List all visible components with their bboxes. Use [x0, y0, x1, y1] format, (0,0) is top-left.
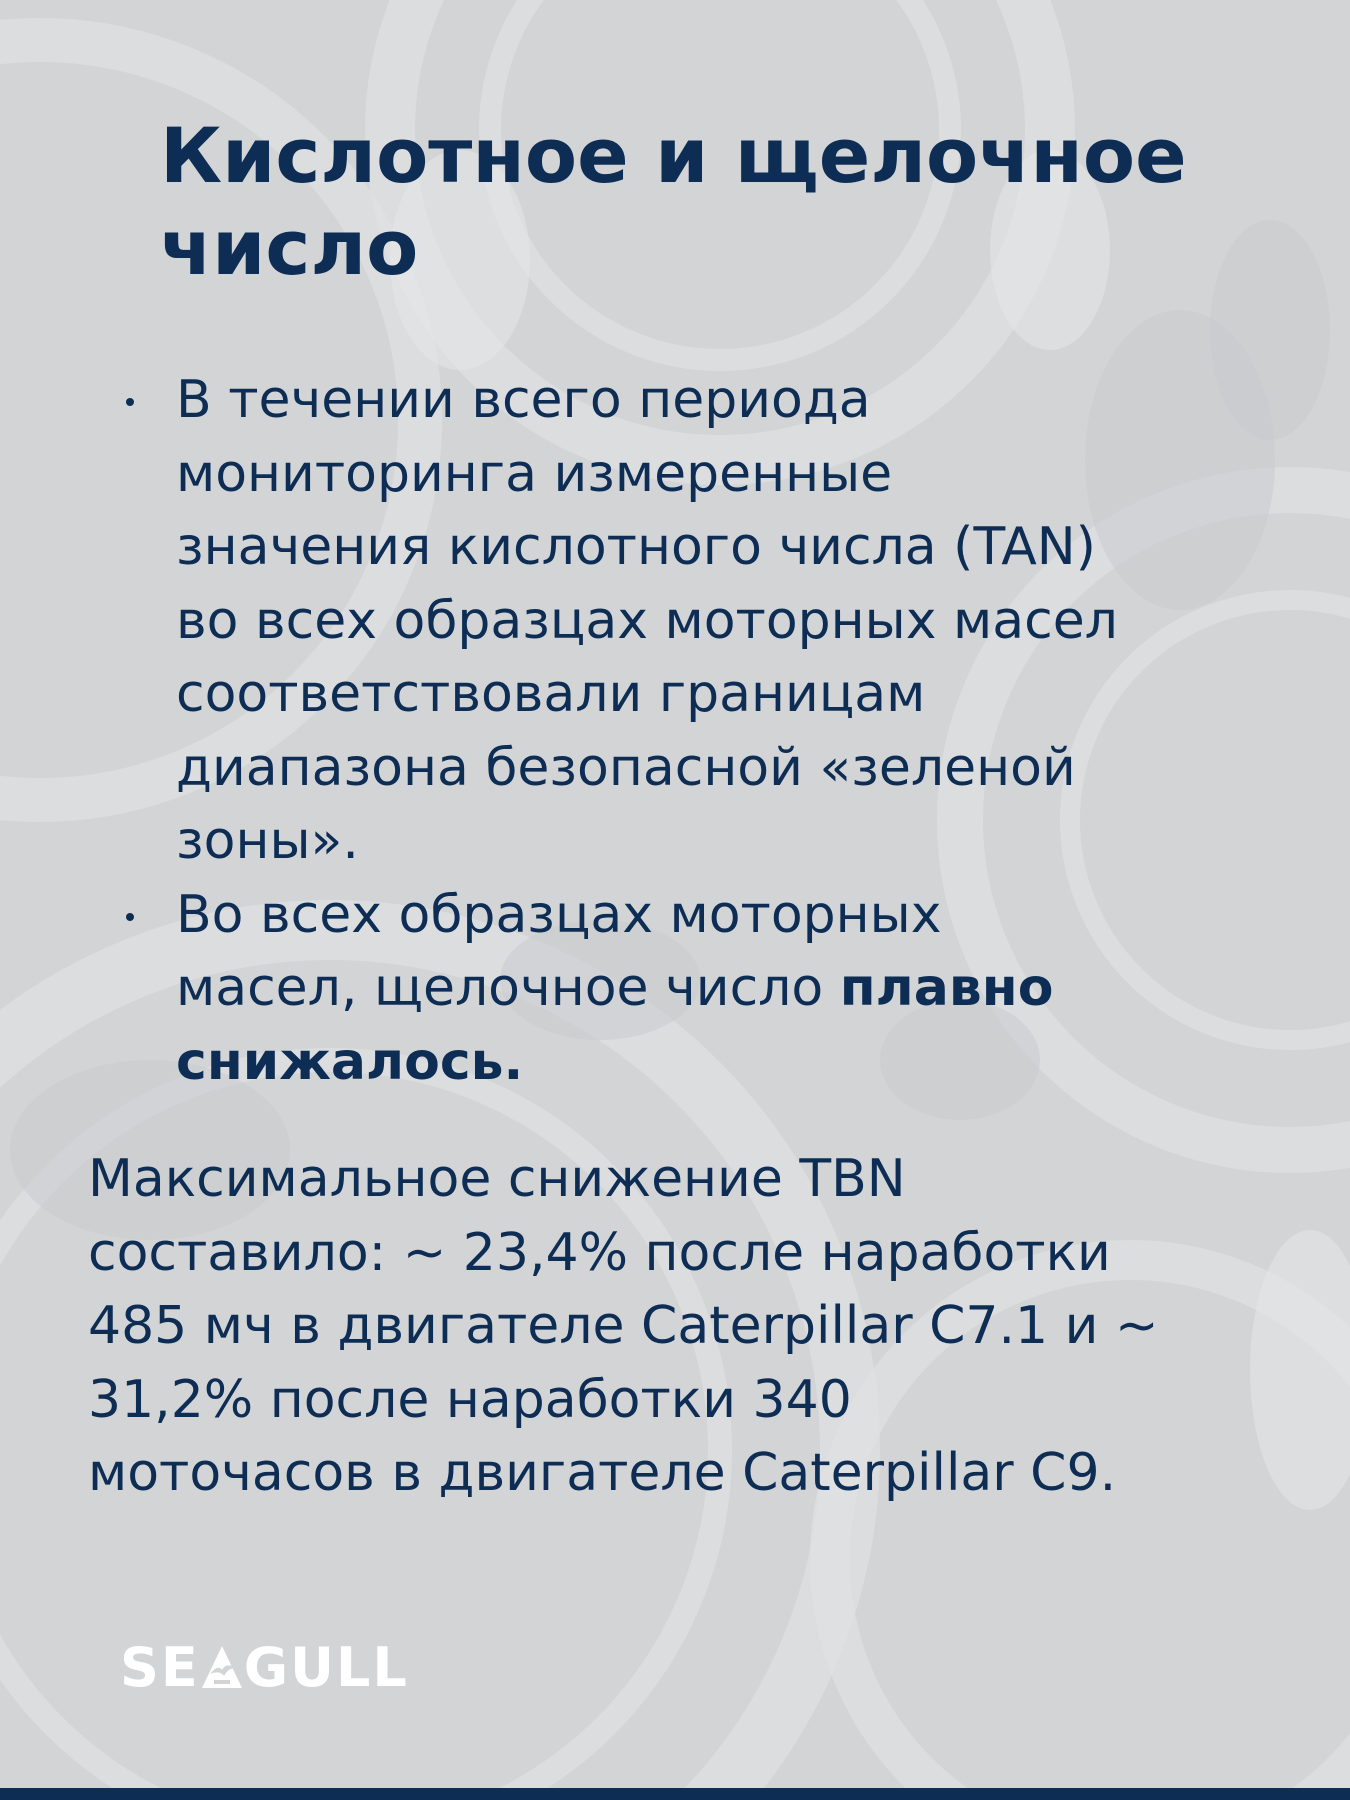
- seagull-logo-mark-icon: [200, 1644, 244, 1690]
- bullet-text-bold: плавно: [839, 958, 1054, 1018]
- bullet-item-tbn: [120, 879, 1270, 1100]
- paragraph-line: моточасов в двигателе Caterpillar C9.: [88, 1443, 1117, 1503]
- bullet-marker: [126, 913, 134, 921]
- bullet-item-tan: [120, 364, 1270, 879]
- footer-bar: [0, 1788, 1350, 1800]
- title-line-2: число: [160, 203, 419, 292]
- bullet-list: [120, 364, 1270, 1099]
- seagull-logo: [120, 1636, 409, 1699]
- bullet-line: соответствовали границам: [176, 664, 926, 724]
- paragraph-line: 31,2% после наработки 340: [88, 1369, 852, 1430]
- bullet-line: зоны».: [176, 811, 359, 871]
- paragraph-line: составило: ~ 23,4% после наработки: [88, 1222, 1111, 1283]
- page-title: [160, 110, 1310, 294]
- bullet-line: значения кислотного числа (TAN): [176, 517, 1096, 577]
- bullet-text-bold: снижалось.: [176, 1031, 524, 1092]
- bullet-marker: [126, 398, 134, 406]
- bullet-text-normal: масел, щелочное число: [176, 958, 840, 1018]
- title-line-1: Кислотное и щелочное: [160, 111, 1187, 200]
- bullet-line: [176, 952, 1270, 1026]
- logo-text-end: GULL: [243, 1636, 409, 1699]
- paragraph-line: 485 мч в двигателе Caterpillar C7.1 и ~: [88, 1296, 1159, 1356]
- paragraph-line: Максимальное снижение TBN: [88, 1149, 906, 1209]
- logo-text-start: SE: [120, 1636, 200, 1699]
- summary-paragraph: [88, 1143, 1308, 1511]
- bullet-line: диапазона безопасной «зеленой: [176, 737, 1076, 798]
- bullet-line: мониторинга измеренные: [176, 443, 893, 504]
- bullet-line: В течении всего периода: [176, 370, 871, 430]
- bullet-line: Во всех образцах моторных: [176, 884, 942, 945]
- bullet-line: во всех образцах моторных масел: [176, 590, 1118, 651]
